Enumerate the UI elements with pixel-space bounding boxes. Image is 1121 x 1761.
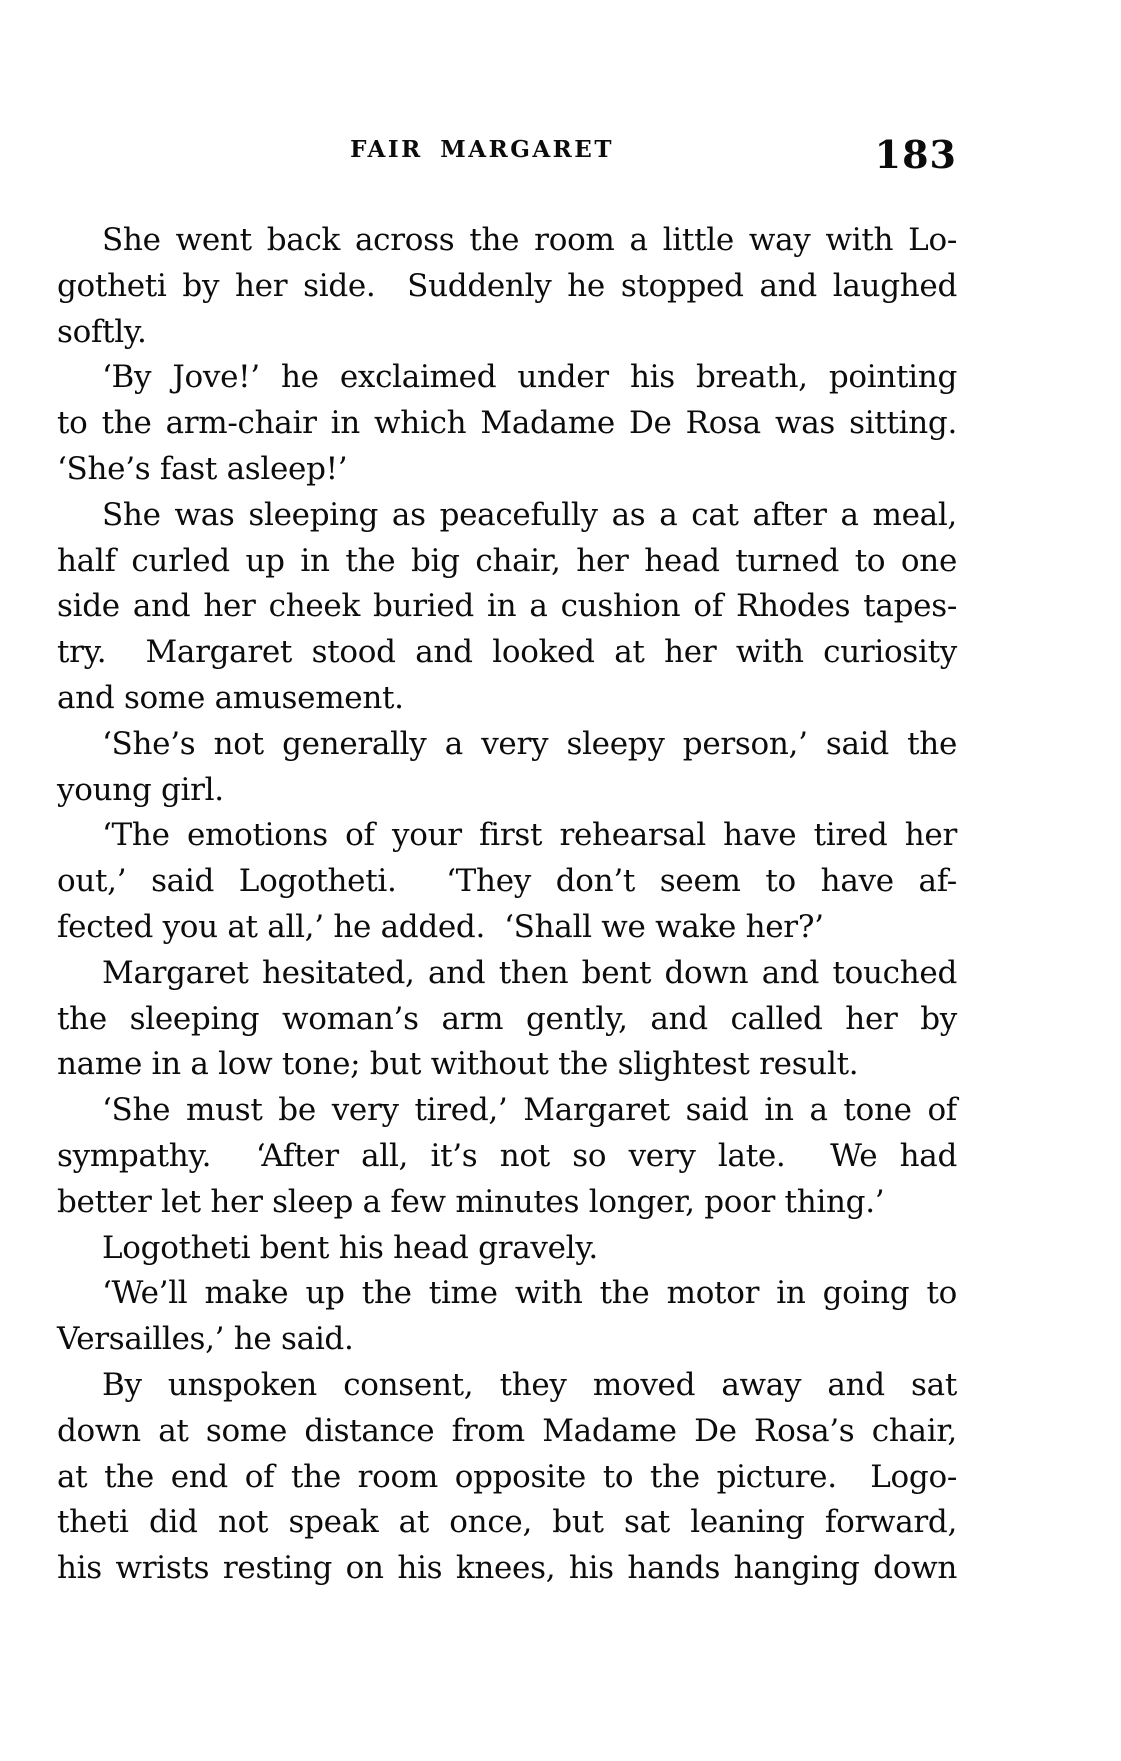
paragraph	[57, 355, 957, 492]
page-body	[57, 218, 957, 1592]
text-line: down at some distance from Madame De Rosa’s chair,	[57, 1412, 957, 1449]
text-line: sympathy. ‘After all, it’s not so very late. We had	[57, 1137, 957, 1174]
paragraph	[57, 722, 957, 814]
text-line: Logotheti bent his head gravely.	[102, 1229, 598, 1266]
text-line: ‘She’s not generally a very sleepy person,’ said the	[102, 725, 957, 762]
text-line: Versailles,’ he said.	[57, 1321, 354, 1358]
text-line: to the arm-chair in which Madame De Rosa was sitting.	[57, 405, 957, 442]
paragraph	[57, 1088, 957, 1225]
text-line: Margaret hesitated, and then bent down and touched	[102, 954, 957, 991]
text-line: ‘We’ll make up the time with the motor in going to	[102, 1275, 957, 1312]
paragraph	[57, 493, 957, 722]
text-line: ‘By Jove!’ he exclaimed under his breath, pointing	[102, 359, 957, 396]
text-line: By unspoken consent, they moved away and sat	[102, 1366, 957, 1403]
paragraph	[57, 1271, 957, 1363]
text-line: theti did not speak at once, but sat leaning forward,	[57, 1504, 957, 1541]
text-line: and some amusement.	[57, 679, 404, 716]
text-line: out,’ said Logotheti. ‘They don’t seem to have af-	[57, 863, 957, 900]
text-line: ‘She must be very tired,’ Margaret said in a tone of	[102, 1092, 957, 1129]
text-line: the sleeping woman’s arm gently, and called her by	[57, 1000, 957, 1037]
text-line: She was sleeping as peacefully as a cat after a meal,	[102, 496, 957, 533]
paragraph	[57, 1226, 957, 1272]
text-line: softly.	[57, 313, 147, 350]
paragraph	[57, 1363, 957, 1592]
text-line: at the end of the room opposite to the picture. Logo-	[57, 1458, 957, 1495]
paragraph	[57, 951, 957, 1088]
text-line: She went back across the room a little way with Lo-	[102, 222, 957, 258]
text-line: gotheti by her side. Suddenly he stopped and laughed	[57, 267, 957, 304]
text-line: try. Margaret stood and looked at her with curiosity	[57, 634, 957, 671]
paragraph	[57, 218, 957, 355]
running-head	[57, 132, 957, 180]
text-line: young girl.	[57, 771, 224, 808]
text-line: fected you at all,’ he added. ‘Shall we wake her?’	[57, 908, 824, 945]
paragraph	[57, 813, 957, 950]
text-line: ‘The emotions of your first rehearsal have tired her	[102, 817, 957, 854]
text-line: his wrists resting on his knees, his hands hanging down	[57, 1550, 957, 1587]
text-line: half curled up in the big chair, her head turned to one	[57, 542, 957, 579]
text-line: name in a low tone; but without the slightest result.	[57, 1046, 859, 1083]
page-number: 183	[874, 132, 957, 177]
text-line: ‘She’s fast asleep!’	[57, 450, 348, 487]
page-header-title: FAIR MARGARET	[350, 136, 614, 163]
text-line: side and her cheek buried in a cushion of Rhodes tapes-	[57, 588, 957, 625]
text-line: better let her sleep a few minutes longer, poor thing.’	[57, 1183, 885, 1220]
